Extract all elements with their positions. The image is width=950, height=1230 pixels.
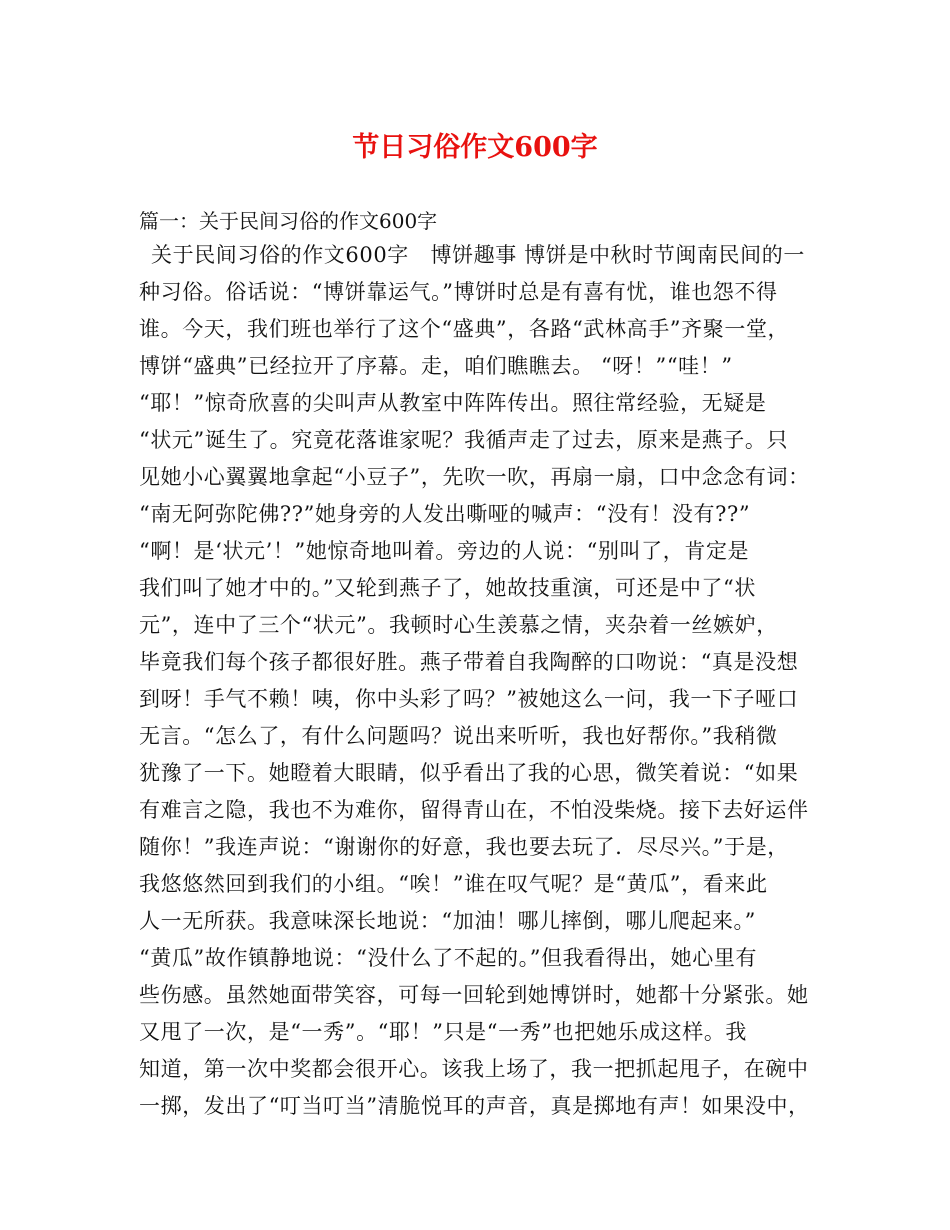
text-line: 种习俗。俗话说：“博饼靠运气。”博饼时总是有喜有忧，谁也怨不得 <box>139 280 778 304</box>
text-line: 见她小心翼翼地拿起“小豆子”，先吹一吹，再扇一扇，口中念念有词： <box>139 465 810 489</box>
text-line: 元”，连中了三个“状元”。我顿时心生羡慕之情，夹杂着一丝嫉妒， <box>139 613 778 637</box>
text-line: 毕竟我们每个孩子都很好胜。燕子带着自我陶醉的口吻说：“真是没想 <box>139 650 799 674</box>
text-line: “黄瓜”故作镇静地说：“没什么了不起的。”但我看得出，她心里有 <box>139 946 758 970</box>
text-line: 犹豫了一下。她瞪着大眼睛，似乎看出了我的心思，微笑着说：“如果 <box>139 761 799 785</box>
text-line: “南无阿弥陀佛??”她身旁的人发出嘶哑的喊声：“没有！没有??” <box>139 502 751 526</box>
text-line: 我悠悠然回到我们的小组。“唉！”谁在叹气呢？是“黄瓜”，看来此 <box>139 872 768 896</box>
body-paragraph <box>139 237 819 1125</box>
text-line: 些伤感。虽然她面带笑容，可每一回轮到她博饼时，她都十分紧张。她 <box>139 983 809 1007</box>
text-line: 人一无所获。我意味深长地说：“加油！哪儿摔倒，哪儿爬起来。” <box>139 909 756 933</box>
text-line: 关于民间习俗的作文600字 博饼趣事 博饼是中秋时节闽南民间的一 <box>151 243 805 267</box>
text-line: “耶！”惊奇欣喜的尖叫声从教室中阵阵传出。照往常经验，无疑是 <box>139 391 767 415</box>
text-line: 到呀！手气不赖！咦，你中头彩了吗？”被她这么一问，我一下子哑口 <box>139 687 799 711</box>
document-title: 节日习俗作文600字 <box>352 132 598 163</box>
text-line: “状元”诞生了。究竟花落谁家呢？我循声走了过去，原来是燕子。只 <box>139 428 789 452</box>
text-line: “啊！是‘状元’！”她惊奇地叫着。旁边的人说：“别叫了，肯定是 <box>139 539 750 563</box>
text-line: 无言。“怎么了，有什么问题吗？说出来听听，我也好帮你。”我稍微 <box>139 724 778 748</box>
text-line: 谁。今天，我们班也举行了这个“盛典”，各路“武林高手”齐聚一堂， <box>139 317 790 341</box>
text-line: 又甩了一次，是“一秀”。“耶！”只是“一秀”也把她乐成这样。我 <box>139 1020 748 1044</box>
text-line: 我们叫了她才中的。”又轮到燕子了，她故技重演，可还是中了“状 <box>139 576 756 600</box>
text-line: 博饼“盛典”已经拉开了序幕。走，咱们瞧瞧去。 “呀！”“哇！” <box>139 354 733 378</box>
text-line: 一掷，发出了“叮当叮当”清脆悦耳的声音，真是掷地有声！如果没中， <box>139 1094 810 1118</box>
text-line: 随你！”我连声说：“谢谢你的好意，我也要去玩了．尽尽兴。”于是， <box>139 835 789 859</box>
section-heading: 篇一：关于民间习俗的作文600字 <box>139 209 438 233</box>
text-line: 有难言之隐，我也不为难你，留得青山在，不怕没柴烧。接下去好运伴 <box>139 798 809 822</box>
text-line: 知道，第一次中奖都会很开心。该我上场了，我一把抓起甩子，在碗中 <box>139 1057 809 1081</box>
